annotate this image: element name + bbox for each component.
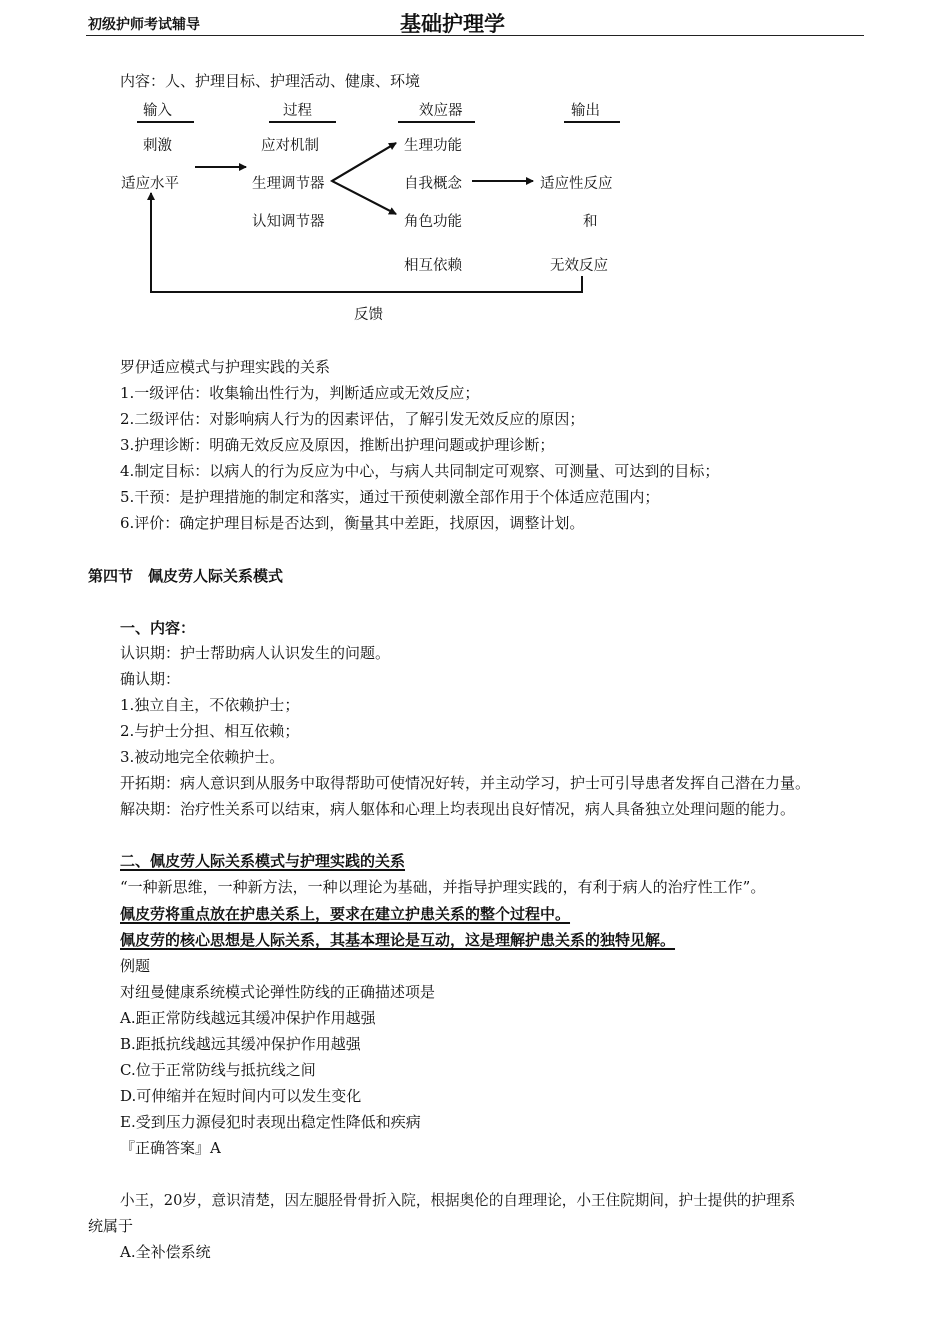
header-course-label: 初级护师考试辅导 [88, 17, 200, 33]
roy-practice-item: 2.二级评估：对影响病人行为的因素评估，了解引发无效反应的原因； [120, 410, 585, 428]
content-line: 开拓期：病人意识到从服务中取得帮助可使情况好转，并主动学习，护士可引导患者发挥自己潜在力量。 [120, 774, 811, 792]
relation-quote: “一种新思维，一种新方法，一种以理论为基础，并指导护理实践的，有利于病人的治疗性工作”。 [120, 878, 766, 896]
content-line: 解决期：治疗性关系可以结束，病人躯体和心理上均表现出良好情况，病人具备独立处理问题的能力。 [120, 800, 796, 818]
question-option: D.可伸缩并在短时间内可以发生变化 [120, 1087, 362, 1105]
diagram-interdependence: 相互依赖 [404, 258, 462, 274]
diagram-self-concept: 自我概念 [404, 176, 462, 192]
header-title: 基础护理学 [400, 12, 505, 36]
question-option: B.距抵抗线越远其缓冲保护作用越强 [120, 1035, 361, 1053]
roy-practice-title: 罗伊适应模式与护理实践的关系 [120, 358, 331, 376]
content-line: 3.被动地完全依赖护士。 [120, 748, 285, 766]
diagram-physiological-function: 生理功能 [404, 138, 462, 154]
example-label: 例题 [120, 957, 151, 975]
diagram-adaptation-level: 适应水平 [121, 176, 179, 192]
content-line: 认识期：护士帮助病人认识发生的问题。 [120, 644, 391, 662]
diagram-role-function: 角色功能 [404, 214, 462, 230]
diagram-header-effector: 效应器 [419, 103, 463, 119]
emphasis-line: 佩皮劳将重点放在护患关系上，要求在建立护患关系的整个过程中。 [120, 905, 571, 923]
feedback-loop [151, 193, 582, 292]
correct-answer: 『正确答案』A [120, 1139, 221, 1157]
roy-practice-item: 6.评价：确定护理目标是否达到，衡量其中差距，找原因，调整计划。 [120, 514, 585, 532]
diagram-ineffective-response: 无效反应 [550, 258, 608, 274]
content-line: 1.独立自主，不依赖护士； [120, 696, 300, 714]
diagram-stimulus: 刺激 [143, 138, 172, 154]
question-stem: 对纽曼健康系统模式论弹性防线的正确描述项是 [120, 983, 436, 1001]
question-stem: 小王，20岁，意识清楚，因左腿胫骨骨折入院，根据奥伦的自理理论，小王住院期间，护士提供的护理系 [120, 1192, 796, 1209]
section-heading: 第四节 佩皮劳人际关系模式 [88, 567, 284, 585]
relation-heading: 二、佩皮劳人际关系模式与护理实践的关系 [120, 852, 406, 870]
arrow-to-physiological [332, 143, 396, 181]
question-stem-continued: 统属于 [88, 1217, 134, 1235]
content-line: 2.与护士分担、相互依赖； [120, 722, 300, 740]
diagram-cognator: 认知调节器 [252, 214, 325, 230]
roy-practice-item: 3.护理诊断：明确无效反应及原因，推断出护理问题或护理诊断； [120, 436, 555, 454]
roy-practice-item: 4.制定目标：以病人的行为反应为中心，与病人共同制定可观察、可测量、可达到的目标； [120, 462, 720, 480]
diagram-header-output: 输出 [571, 103, 600, 119]
content-heading: 一、内容： [120, 619, 196, 637]
diagram-header-process: 过程 [283, 103, 312, 119]
question-option: A.全补偿系统 [120, 1243, 211, 1261]
fork-lines [332, 143, 396, 214]
diagram-header-input: 输入 [143, 103, 172, 119]
diagram-physiological-regulator: 生理调节器 [252, 176, 325, 192]
emphasis-line: 佩皮劳的核心思想是人际关系，其基本理论是互动，这是理解护患关系的独特见解。 [120, 931, 676, 949]
question-option: A.距正常防线越远其缓冲保护作用越强 [120, 1009, 376, 1027]
diagram-connectors [0, 0, 950, 340]
question-option: C.位于正常防线与抵抗线之间 [120, 1061, 316, 1079]
roy-practice-item: 5.干预：是护理措施的制定和落实，通过干预使刺激全部作用于个体适应范围内； [120, 488, 660, 506]
diagram-adaptive-response: 适应性反应 [540, 176, 613, 192]
roy-content-line: 内容：人、护理目标、护理活动、健康、环境 [120, 72, 421, 90]
content-line: 确认期： [120, 670, 181, 688]
diagram-coping-mechanism: 应对机制 [261, 138, 319, 154]
roy-practice-item: 1.一级评估：收集输出性行为，判断适应或无效反应； [120, 384, 480, 402]
diagram-and: 和 [583, 214, 598, 230]
question-option: E.受到压力源侵犯时表现出稳定性降低和疾病 [120, 1113, 421, 1131]
arrow-to-role [332, 181, 396, 214]
diagram-feedback: 反馈 [354, 307, 383, 323]
